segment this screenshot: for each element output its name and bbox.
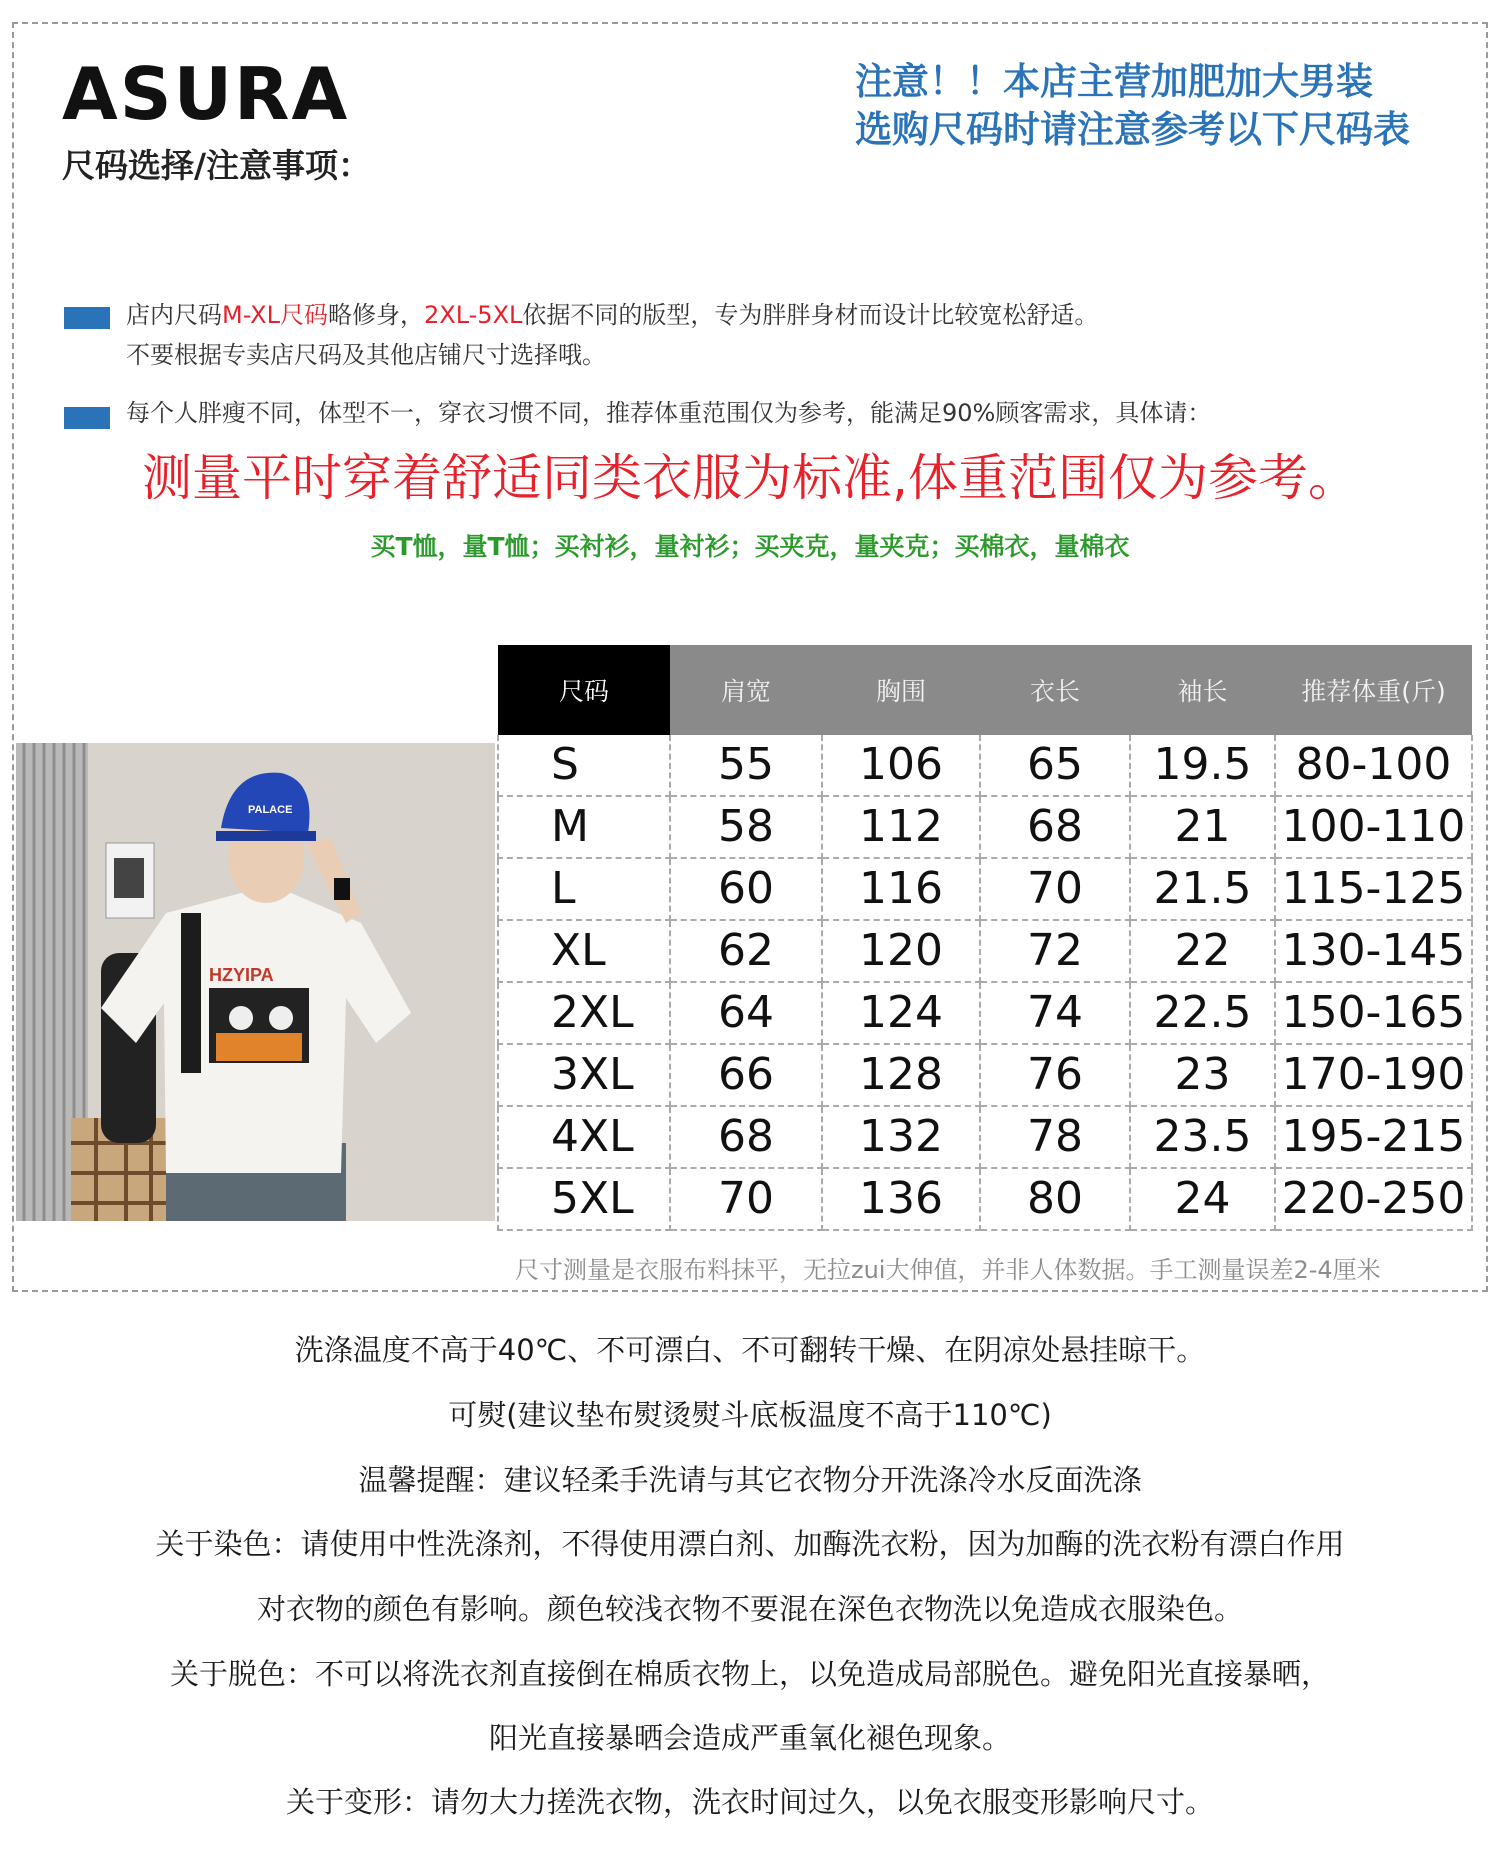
table-header-cell: 推荐体重(斤) bbox=[1275, 645, 1472, 735]
table-cell: 2XL bbox=[498, 982, 670, 1044]
table-cell: 22 bbox=[1130, 920, 1275, 982]
bullet-bar bbox=[64, 407, 110, 429]
table-cell: 64 bbox=[670, 982, 822, 1044]
table-cell: 195-215 bbox=[1275, 1106, 1472, 1168]
table-header-cell: 袖长 bbox=[1130, 645, 1275, 735]
care-line: 关于染色：请使用中性洗涤剂，不得使用漂白剂、加酶洗衣粉，因为加酶的洗衣粉有漂白作用 bbox=[155, 1527, 1345, 1561]
table-cell: 60 bbox=[670, 858, 822, 920]
table-cell: XL bbox=[498, 920, 670, 982]
notice-line-1: 注意！！本店主营加肥加大男装 bbox=[855, 60, 1373, 103]
table-cell: L bbox=[498, 858, 670, 920]
measure-warning: 测量平时穿着舒适同类衣服为标准,体重范围仅为参考。 bbox=[142, 449, 1358, 507]
size-table bbox=[497, 645, 1473, 1231]
model-illustration bbox=[16, 743, 495, 1221]
care-line: 阳光直接暴晒会造成严重氧化褪色现象。 bbox=[488, 1721, 1011, 1755]
table-cell: 80-100 bbox=[1275, 735, 1472, 796]
table-cell: 72 bbox=[980, 920, 1130, 982]
notice-block bbox=[855, 58, 1410, 154]
note-1-text-c: 依据不同的版型，专为胖胖身材而设计比较宽松舒适。 bbox=[522, 301, 1099, 329]
table-cell: 65 bbox=[980, 735, 1130, 796]
table-header-cell: 胸围 bbox=[822, 645, 980, 735]
note-1 bbox=[126, 300, 1098, 330]
table-cell: 106 bbox=[822, 735, 980, 796]
table-row bbox=[498, 982, 1472, 1044]
notice-line-2: 选购尺码时请注意参考以下尺码表 bbox=[855, 108, 1410, 151]
care-line: 关于变形：请勿大力搓洗衣物，洗衣时间过久，以免衣服变形影响尺寸。 bbox=[285, 1785, 1214, 1819]
size-table-body bbox=[498, 735, 1472, 1230]
table-header-cell: 衣长 bbox=[980, 645, 1130, 735]
table-cell: 70 bbox=[980, 858, 1130, 920]
table-row bbox=[498, 1106, 1472, 1168]
note-2: 每个人胖瘦不同，体型不一，穿衣习惯不同，推荐体重范围仅为参考，能满足90%顾客需求，具体请： bbox=[126, 399, 1212, 427]
note-1-text-a: 店内尺码 bbox=[126, 301, 222, 329]
table-row bbox=[498, 1168, 1472, 1230]
table-cell: 115-125 bbox=[1275, 858, 1472, 920]
table-cell: 23 bbox=[1130, 1044, 1275, 1106]
bullet-bar bbox=[64, 307, 110, 329]
table-cell: 100-110 bbox=[1275, 796, 1472, 858]
note-1-line-2: 不要根据专卖店尺码及其他店铺尺寸选择哦。 bbox=[126, 341, 606, 369]
table-cell: 70 bbox=[670, 1168, 822, 1230]
table-cell: 21 bbox=[1130, 796, 1275, 858]
table-header-cell: 肩宽 bbox=[670, 645, 822, 735]
table-cell: 21.5 bbox=[1130, 858, 1275, 920]
note-1-highlight-a: M-XL尺码 bbox=[222, 301, 328, 329]
table-cell: 66 bbox=[670, 1044, 822, 1106]
table-cell: 22.5 bbox=[1130, 982, 1275, 1044]
table-cell: 116 bbox=[822, 858, 980, 920]
table-cell: 76 bbox=[980, 1044, 1130, 1106]
table-cell: M bbox=[498, 796, 670, 858]
brand-logo: ASURA bbox=[62, 52, 350, 136]
table-cell: 62 bbox=[670, 920, 822, 982]
table-cell: 68 bbox=[980, 796, 1130, 858]
table-cell: 55 bbox=[670, 735, 822, 796]
table-cell: 120 bbox=[822, 920, 980, 982]
table-cell: 128 bbox=[822, 1044, 980, 1106]
model-photo bbox=[16, 743, 495, 1221]
care-line: 关于脱色：不可以将洗衣剂直接倒在棉质衣物上，以免造成局部脱色。避免阳光直接暴晒， bbox=[169, 1657, 1330, 1691]
table-cell: 136 bbox=[822, 1168, 980, 1230]
table-cell: 124 bbox=[822, 982, 980, 1044]
table-row bbox=[498, 735, 1472, 796]
table-cell: 112 bbox=[822, 796, 980, 858]
table-header-row bbox=[498, 645, 1472, 735]
table-cell: 170-190 bbox=[1275, 1044, 1472, 1106]
table-row bbox=[498, 796, 1472, 858]
shirt-print-text: HZYIPA bbox=[209, 965, 274, 985]
table-cell: 24 bbox=[1130, 1168, 1275, 1230]
table-cell: 132 bbox=[822, 1106, 980, 1168]
table-row bbox=[498, 858, 1472, 920]
table-header-cell: 尺码 bbox=[498, 645, 670, 735]
table-cell: 74 bbox=[980, 982, 1130, 1044]
table-cell: 58 bbox=[670, 796, 822, 858]
measure-tip: 买T恤，量T恤；买衬衫，量衬衫；买夹克，量夹克；买棉衣，量棉衣 bbox=[370, 532, 1130, 561]
care-line: 温馨提醒：建议轻柔手洗请与其它衣物分开洗涤冷水反面洗涤 bbox=[358, 1463, 1142, 1497]
care-line: 洗涤温度不高于40℃、不可漂白、不可翻转干燥、在阴凉处悬挂晾干。 bbox=[294, 1333, 1206, 1367]
table-cell: 80 bbox=[980, 1168, 1130, 1230]
table-cell: 68 bbox=[670, 1106, 822, 1168]
table-cell: 220-250 bbox=[1275, 1168, 1472, 1230]
cap-print-text: PALACE bbox=[248, 804, 293, 816]
table-cell: 130-145 bbox=[1275, 920, 1472, 982]
table-cell: 78 bbox=[980, 1106, 1130, 1168]
table-cell: 150-165 bbox=[1275, 982, 1472, 1044]
table-cell: 19.5 bbox=[1130, 735, 1275, 796]
note-1-highlight-b: 2XL-5XL bbox=[423, 301, 523, 329]
care-line: 对衣物的颜色有影响。颜色较浅衣物不要混在深色衣物洗以免造成衣服染色。 bbox=[256, 1592, 1243, 1626]
care-line: 可熨(建议垫布熨烫熨斗底板温度不高于110℃) bbox=[448, 1398, 1052, 1432]
note-1-text-b: 略修身， bbox=[327, 301, 424, 329]
table-cell: 4XL bbox=[498, 1106, 670, 1168]
table-cell: S bbox=[498, 735, 670, 796]
table-cell: 5XL bbox=[498, 1168, 670, 1230]
page-subtitle: 尺码选择/注意事项： bbox=[62, 146, 372, 185]
table-row bbox=[498, 920, 1472, 982]
table-cell: 3XL bbox=[498, 1044, 670, 1106]
table-note: 尺寸测量是衣服布料抹平，无拉zui大伸值，并非人体数据。手工测量误差2-4厘米 bbox=[515, 1256, 1381, 1284]
table-cell: 23.5 bbox=[1130, 1106, 1275, 1168]
table-row bbox=[498, 1044, 1472, 1106]
